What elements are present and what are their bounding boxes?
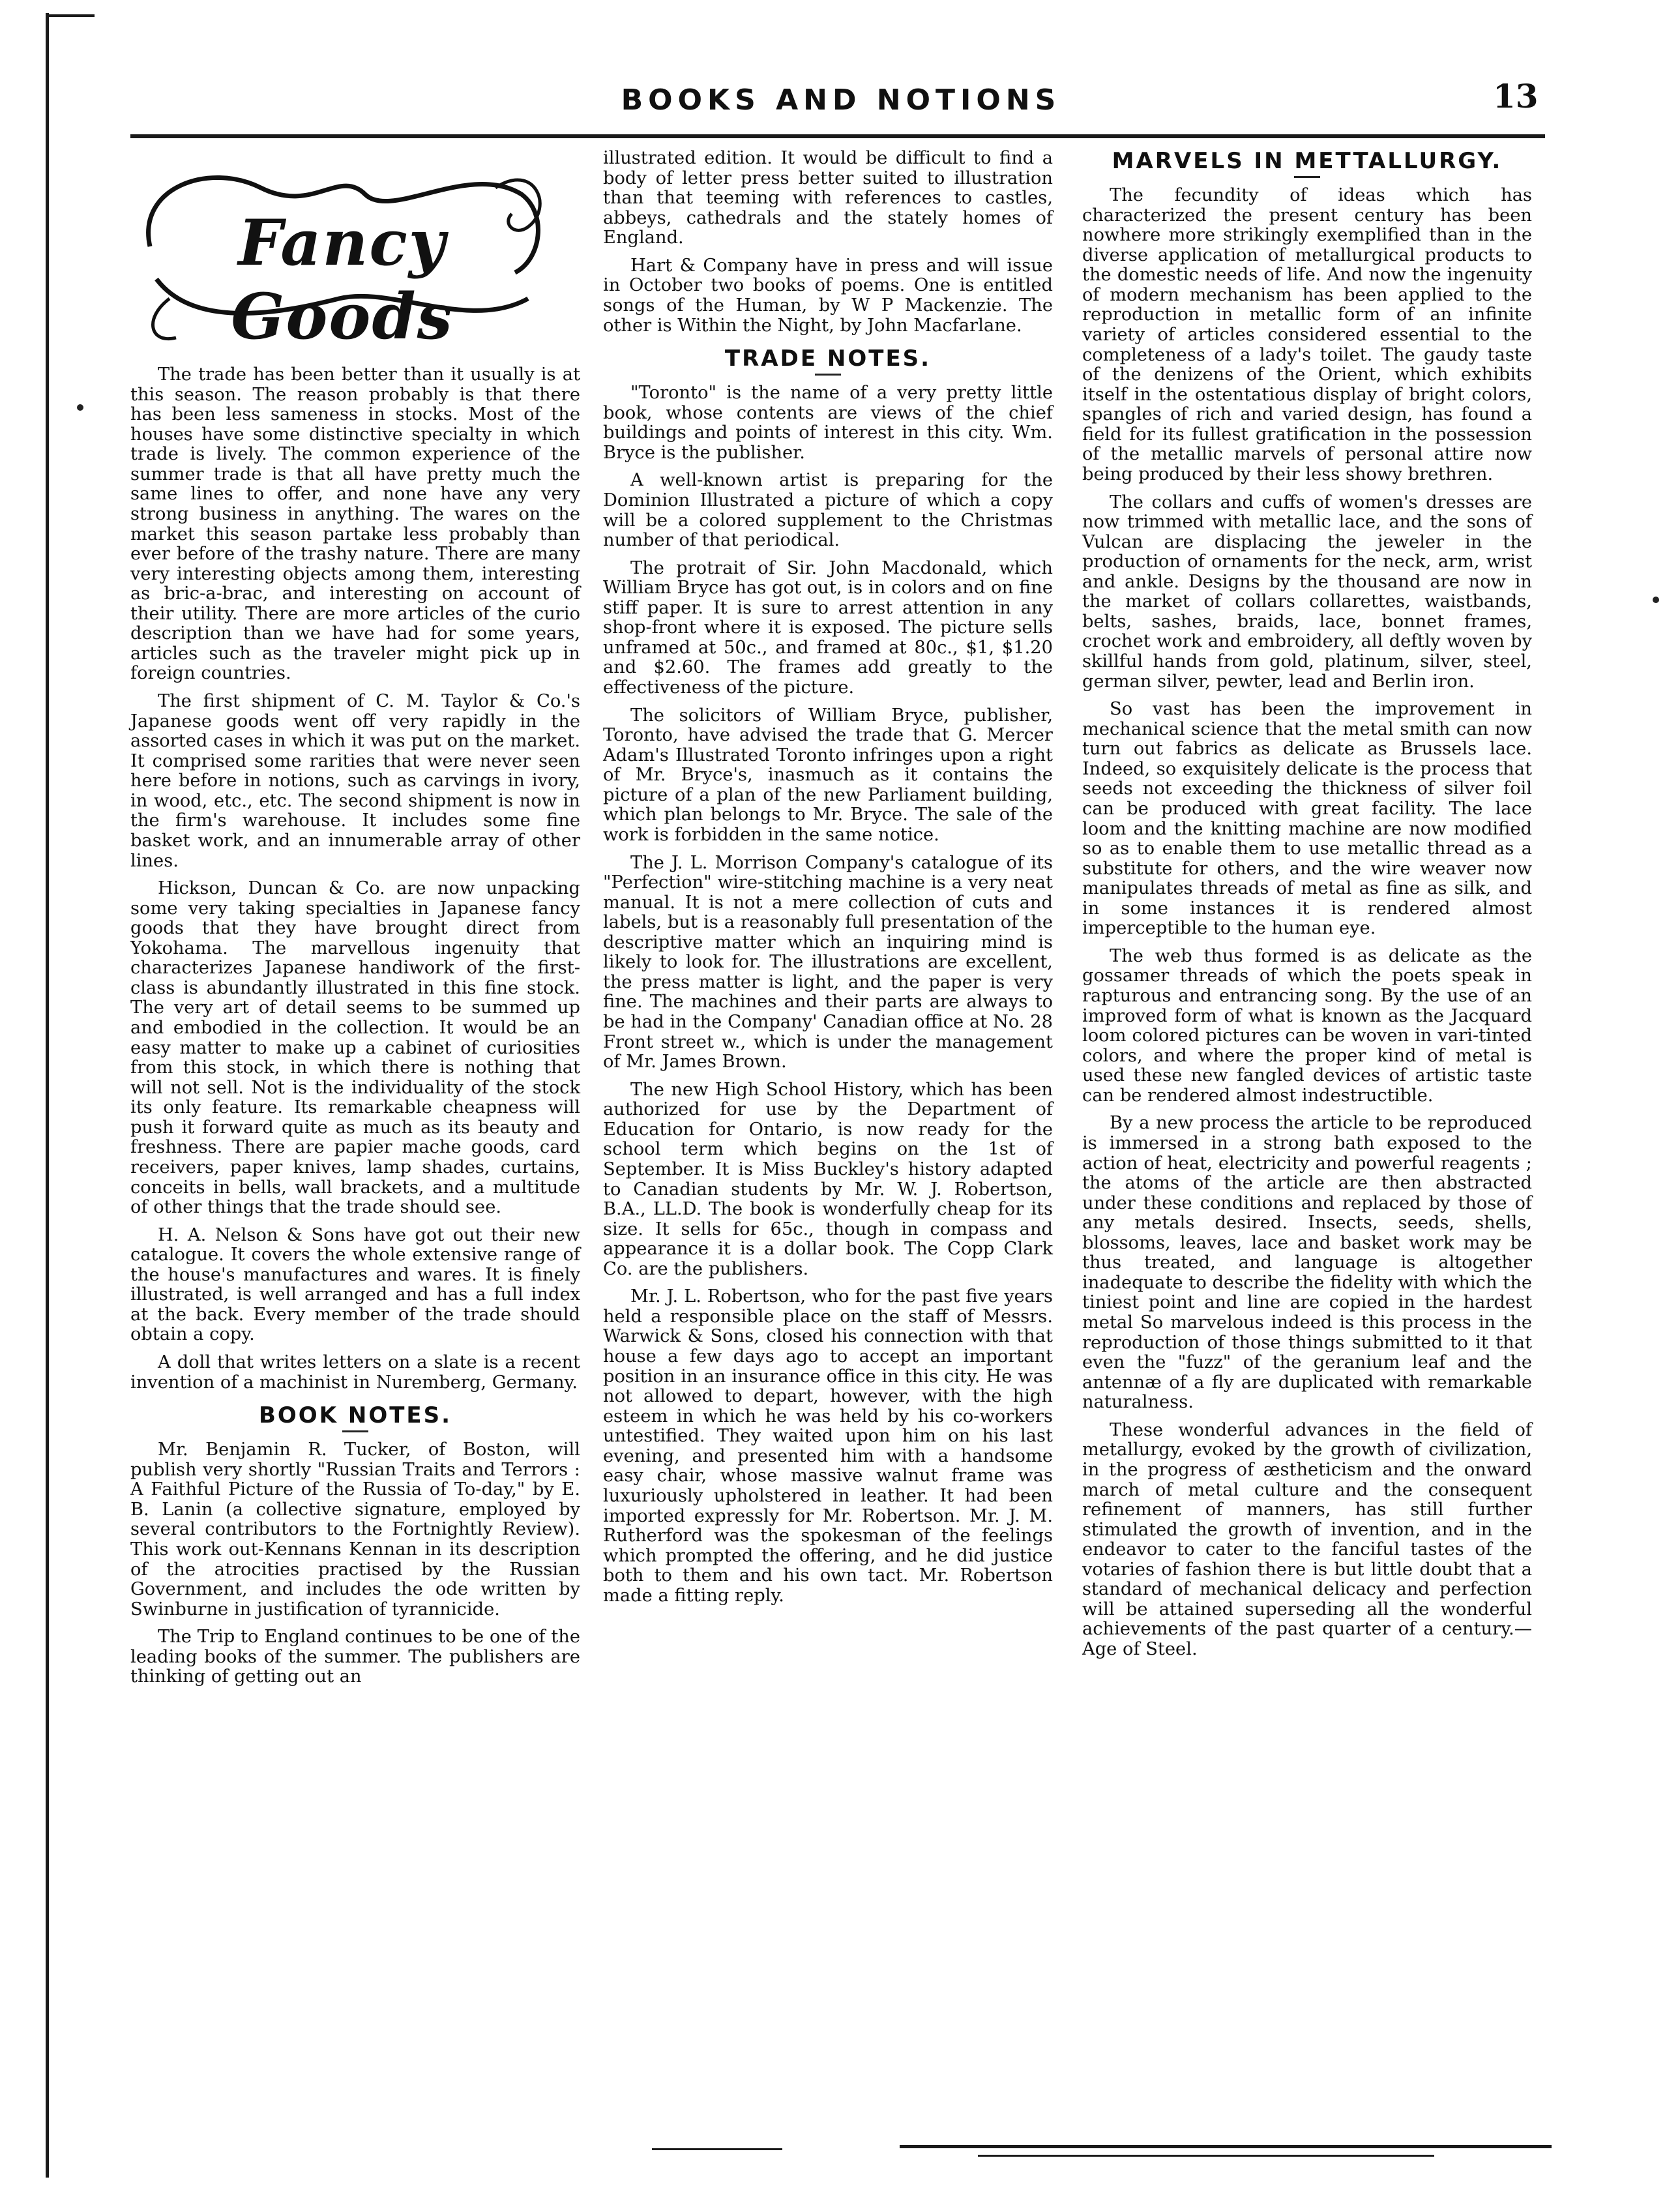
- paragraph: The solicitors of William Bryce, publisher, Toronto, have advised the trade that G. Mercer Adam's Illustrated Toronto infringes upon a right of Mr. Bryce's, inasmuch as it contains the picture of a plan of the new Parliament building, which plan belongs to Mr. Bryce. The sale of the work is forbidden in the same notice.: [603, 705, 1053, 845]
- paragraph: By a new process the article to be reproduced is immersed in a strong bath exposed to the action of heat, electricity and powerful reagents ; the atoms of the article are then abstracted under these conditions and replaced by those of any metals desired. Insects, seeds, shells, blossoms, leaves, lace and basket work may be thus treated, and language is altogether inadequate to describe the fidelity with which the tiniest point and line are copied in the hardest metal So marvelous indeed is this process in the reproduction of those things submitted to it that even the "fuzz" of the geranium leaf and the antennæ of a fly are duplicated with remarkable naturalness.: [1082, 1113, 1532, 1413]
- column-left: [130, 365, 580, 1695]
- top-corner-rule: [49, 14, 95, 17]
- paragraph: The web thus formed is as delicate as the gossamer threads of which the poets speak in rapturous and entrancing song. By the use of an improved form of what is known as the Jacquard loom colored pictures can be woven in vari-tinted colors, and where the proper kind of metal is used these new fangled devices of artistic taste can be rendered almost indestructible.: [1082, 945, 1532, 1106]
- margin-mark: [1653, 597, 1659, 603]
- heading-dash: [815, 374, 841, 376]
- paragraph: The fecundity of ideas which has characterized the present century has been nowhere more strikingly exemplified than in the diverse application of metallurgical products to the domestic needs of life. And now the ingenuity of modern mechanism has been applied to the reproduction in metallic form of an infinite variety of articles considered essential to the completeness of a lady's toilet. The gaudy taste of the denizens of the Orient, which exhibits itself in the ostentatious display of bright colors, spangles of rich and varied design, has found a field for its fullest gratification in the possession of the metallic marvels of personal attire now being produced by their less showy brethren.: [1082, 185, 1532, 484]
- fancy-goods-masthead: [130, 149, 554, 351]
- paragraph: Mr. J. L. Robertson, who for the past five years held a responsible place on the staff of Messrs. Warwick & Sons, closed his connection with that house a few days ago to accept an important position in an insurance office in this city. He was not allowed to depart, however, with the high esteem in which he was held by his co-workers untestified. They waited upon him on his last evening, and presented him with a handsome easy chair, whose massive walnut frame was luxuriously upholstered in leather. It had been imported expressly for Mr. Robertson. Mr. J. M. Rutherford was the spokesman of the feelings which prompted the offering, and he did justice both to them and his own tact. Mr. Robertson made a fitting reply.: [603, 1286, 1053, 1606]
- column-right: [1082, 149, 1532, 1668]
- paragraph: Mr. Benjamin R. Tucker, of Boston, will publish very shortly "Russian Traits and Terrors : A Faithful Picture of the Russia of To-day," by E. B. Lanin (a collective signature, employed by several contributors to the Fortnightly Review). This work out-Kennans Kennan in its description of the atrocities practised by the Russian Government, and includes the ode written by Swinburne in justification of tyrannicide.: [130, 1440, 580, 1619]
- paragraph: The collars and cuffs of women's dresses are now trimmed with metallic lace, and the sons of Vulcan are displacing the jeweler in the production of ornaments for the neck, arm, wrist and ankle. Designs by the thousand are now in the market of collars collarettes, waistbands, belts, sashes, braids, lace, bonnet frames, crochet work and embroidery, all deftly woven by skillful hands from gold, platinum, silver, steel, german silver, pewter, lead and Berlin iron.: [1082, 492, 1532, 692]
- book-notes-heading: BOOK NOTES.: [258, 1402, 452, 1429]
- paragraph: The trade has been better than it usually is at this season. The reason probably is that there has been less sameness in stocks. Most of the houses have some distinctive specialty in which trade is lively. The common experience of the summer trade is that all have pretty much the same lines to offer, and none have any very strong business in anything. The wares on the market this season partake less probably than ever before of the trashy nature. There are many very interesting objects among them, interesting as bric-a-brac, and interesting on account of their utility. There are more articles of the curio description than we have had for some years, articles such as the traveler might pick up in foreign countries.: [130, 364, 580, 684]
- margin-rule: [46, 13, 49, 2178]
- paragraph: The protrait of Sir. John Macdonald, which William Bryce has got out, is in colors and on fine stiff paper. It is sure to arrest attention in any shop-front where it is exposed. The picture sells unframed at 50c., and framed at 80c., $1, $1.20 and $2.60. The frames add greatly to the effectiveness of the picture.: [603, 557, 1053, 698]
- paragraph: The first shipment of C. M. Taylor & Co.'s Japanese goods went off very rapidly in the assorted cases in which it was put on the market. It comprised some rarities that were never seen here before in notions, such as carvings in ivory, in wood, etc., etc. The second shipment is now in the firm's warehouse. It includes some fine basket work, and an innumerable array of other lines.: [130, 691, 580, 871]
- paragraph: These wonderful advances in the field of metallurgy, evoked by the growth of civilization, in the progress of æstheticism and the onward march of metal culture and the consequent refinement of manners, has still further stimulated the growth of invention, and in the endeavor to cater to the fanciful tastes of the votaries of fashion there is but little doubt that a standard of mechanical delicacy and perfection will be attained superseding all the wonderful achievements of the past quarter of a century.—Age of Steel.: [1082, 1419, 1532, 1660]
- paragraph: Hickson, Duncan & Co. are now unpacking some very taking specialties in Japanese fancy goods that they have brought direct from Yokohama. The marvellous ingenuity that characterizes Japanese handiwork of the first-class is abundantly illustrated in this fine stock. The very art of detail seems to be summed up and embodied in the collection. It would be an easy matter to make up a cabinet of curiosities from this stock, in which there is nothing that will not sell. Not is the individuality of the stock its only feature. Its remarkable cheapness will push it forward quite as much as its beauty and freshness. There are papier mache goods, card receivers, paper knives, lamp shades, curtains, conceits in bells, wall brackets, and a multitude of other things that the trade should see.: [130, 878, 580, 1218]
- paragraph: The J. L. Morrison Company's catalogue of its "Perfection" wire-stitching machine is a very neat manual. It is not a mere collection of cuts and labels, but is a reasonably full presentation of the descriptive matter which an inquiring mind is likely to look for. The illustrations are excellent, the press matter is light, and the paper is very fine. The machines and their parts are always to be had in the Company' Canadian office at No. 28 Front street w., which is under the management of Mr. James Brown.: [603, 852, 1053, 1072]
- column-middle: [603, 149, 1053, 1614]
- paragraph: illustrated edition. It would be difficult to find a body of letter press better suited to illustration than that teeming with references to castles, abbeys, cathedrals and the stately homes of England.: [603, 148, 1053, 248]
- heading-dash: [342, 1430, 368, 1432]
- header-rule: [130, 134, 1545, 138]
- paragraph: A well-known artist is preparing for the Dominion Illustrated a picture of which a copy will be a colored supplement to the Christmas number of that periodical.: [603, 470, 1053, 551]
- bottom-rule: [978, 2155, 1434, 2157]
- margin-mark: [77, 404, 83, 411]
- paragraph: H. A. Nelson & Sons have got out their new catalogue. It covers the whole extensive range of the house's manufactures and wares. It is finely illustrated, is well arranged and has a full index at the back. Every member of the trade should obtain a copy.: [130, 1224, 580, 1345]
- bottom-rule: [900, 2145, 1552, 2148]
- bottom-rule: [652, 2148, 782, 2150]
- page-number: 13: [1493, 77, 1539, 115]
- paragraph: Hart & Company have in press and will issue in October two books of poems. One is entitled songs of the Human, by W P Mackenzie. The other is Within the Night, by John Macfarlane.: [603, 255, 1053, 336]
- paragraph: A doll that writes letters on a slate is a recent invention of a machinist in Nuremberg, Germany.: [130, 1352, 580, 1393]
- article-heading: MARVELS IN METTALLURGY.: [1112, 148, 1503, 174]
- paragraph: "Toronto" is the name of a very pretty little book, whose contents are views of the chief buildings and points of interest in this city. Wm. Bryce is the publisher.: [603, 383, 1053, 463]
- trade-notes-heading: TRADE NOTES.: [724, 346, 932, 372]
- paragraph: The new High School History, which has been authorized for use by the Department of Education for Ontario, is now ready for the school term which begins on the 1st of September. It is Miss Buckley's history adapted to Canadian students by Mr. W. J. Robertson, B.A., LL.D. The book is wonderfully cheap for its size. It sells for 65c., though in compass and appearance it is a dollar book. The Copp Clark Co. are the publishers.: [603, 1079, 1053, 1279]
- masthead-label: Fancy Goods: [231, 206, 454, 353]
- running-head: BOOKS AND NOTIONS: [621, 83, 1061, 117]
- paragraph: So vast has been the improvement in mechanical science that the metal smith can now turn out fabrics as delicate as Brussels lace. Indeed, so exquisitely delicate is the process that seeds not exceeding the thickness of silver foil can be produced with great facility. The lace loom and the knitting machine are now modified so as to enable them to use metallic thread as a substitute for others, and the wire weaver now manipulates threads of metal as fine as silk, and in some instances it is rendered almost imperceptible to the human eye.: [1082, 699, 1532, 939]
- heading-dash: [1294, 176, 1320, 178]
- paragraph: The Trip to England continues to be one of the leading books of the summer. The publishers are thinking of getting out an: [130, 1627, 580, 1687]
